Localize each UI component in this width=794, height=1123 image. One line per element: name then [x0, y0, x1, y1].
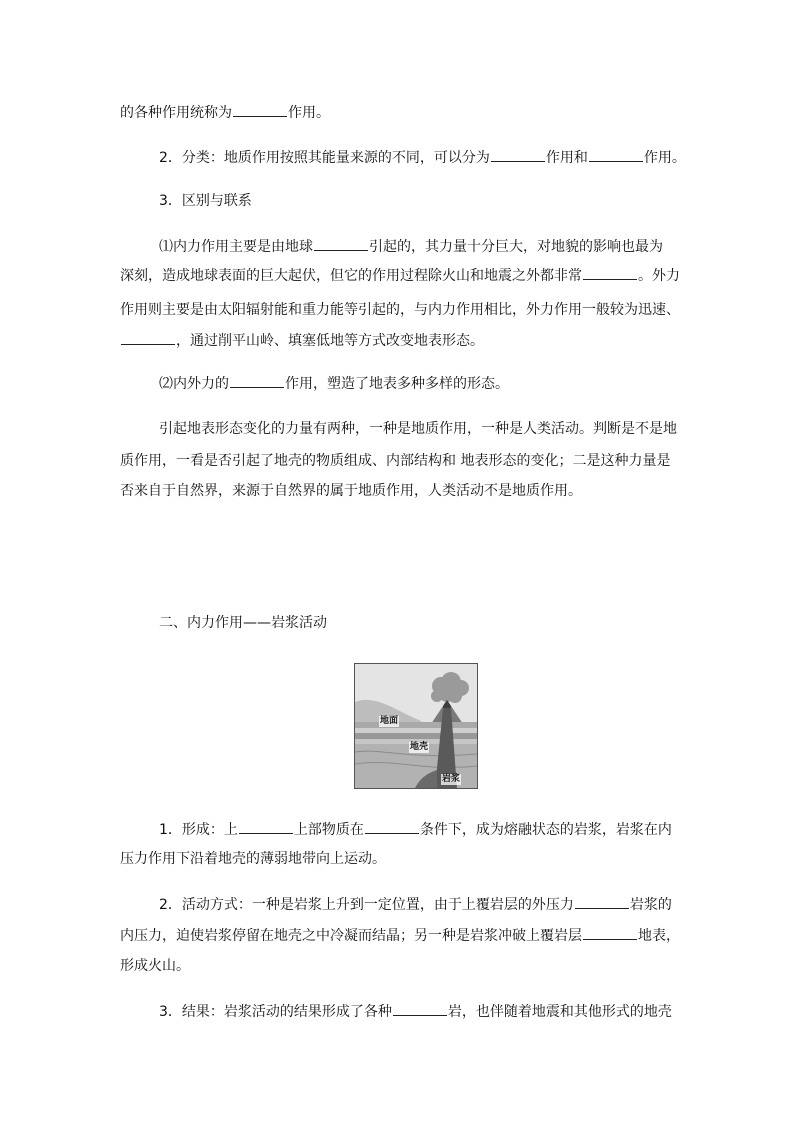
fill-blank[interactable] [583, 925, 637, 940]
fill-blank[interactable] [233, 102, 287, 117]
item-formation-line-2: 压力作用下沿着地壳的薄弱地带向上运动。 [120, 851, 386, 867]
fill-blank[interactable] [393, 1001, 447, 1016]
section-heading: 二、内力作用——岩浆活动 [159, 615, 327, 631]
fill-blank[interactable] [239, 819, 293, 834]
sub-item-2: ⑵内外力的 作用，塑造了地表多种多样的形态。 [159, 373, 509, 394]
fill-blank[interactable] [314, 236, 368, 251]
fill-blank[interactable] [491, 147, 545, 162]
note-line-3: 否来自于自然界，来源于自然界的属于地质作用，人类活动不是地质作用。 [120, 483, 582, 499]
note-line-1: 引起地表形态变化的力量有两种，一种是地质作用，一种是人类活动。判断是不是地 [159, 421, 677, 437]
text-line: 的各种作用统称为 作用。 [120, 102, 330, 123]
sub-item-1-line-2: 深刻，造成地球表面的巨大起伏，但它的作用过程除火山和地震之外都非常 。外力 [120, 265, 680, 286]
label-surface: 地面 [380, 716, 399, 726]
item-formation-line-1: 1．形成：上 上部物质在 条件下，成为熔融状态的岩浆，岩浆在内 [159, 819, 672, 840]
item-classification: 2．分类：地质作用按照其能量来源的不同，可以分为 作用和 作用。 [159, 147, 686, 168]
label-crust: 地壳 [410, 742, 429, 752]
fill-blank[interactable] [589, 147, 643, 162]
fill-blank[interactable] [121, 330, 175, 345]
item-activity-line-2: 内压力，迫使岩浆停留在地壳之中冷凝而结晶；另一种是岩浆冲破上覆岩层 地表， [120, 925, 680, 946]
item-activity-line-1: 2．活动方式：一种是岩浆上升到一定位置，由于上覆岩层的外压力 岩浆的 [159, 894, 672, 915]
item-activity-line-3: 形成火山。 [120, 958, 190, 974]
volcano-diagram [354, 663, 478, 789]
item-difference-heading: 3．区别与联系 [159, 193, 252, 209]
fill-blank[interactable] [575, 894, 629, 909]
fill-blank[interactable] [230, 373, 284, 388]
item-result-line-1: 3．结果：岩浆活动的结果形成了各种 岩，也伴随着地震和其他形式的地壳 [159, 1001, 672, 1022]
fill-blank[interactable] [365, 819, 419, 834]
sub-item-1-line-3: 作用则主要是由太阳辐射能和重力能等引起的，与内力作用相比，外力作用一般较为迅速、 [120, 302, 680, 318]
label-magma: 岩浆 [442, 774, 461, 784]
fill-blank[interactable] [583, 265, 637, 280]
sub-item-1-line-4: ，通过削平山岭、填塞低地等方式改变地表形态。 [120, 330, 484, 351]
note-line-2: 质作用，一看是否引起了地壳的物质组成、内部结构和 地表形态的变化；二是这种力量是 [120, 453, 671, 469]
volcano-illustration [355, 664, 477, 788]
sub-item-1-line-1: ⑴内力作用主要是由地球 引起的，其力量十分巨大，对地貌的影响也最为 [159, 236, 663, 257]
